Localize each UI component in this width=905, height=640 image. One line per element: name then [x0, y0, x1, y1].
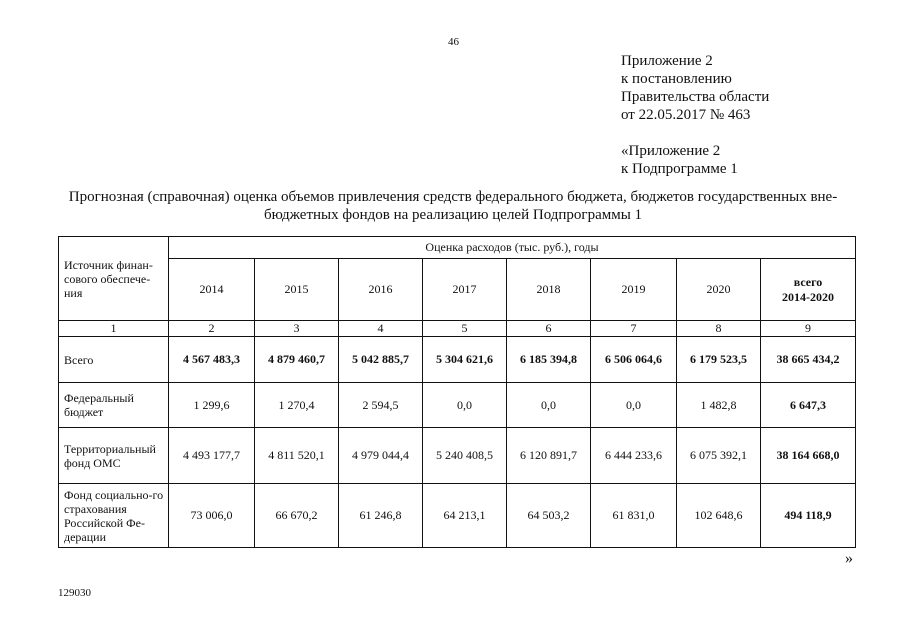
title-line: бюджетных фондов на реализацию целей Подпрограммы 1 [263, 207, 643, 223]
cell-value: 6 185 394,8 [507, 337, 591, 383]
appendix-line: от 22.05.2017 № 463 [621, 107, 751, 123]
cell-value: 61 831,0 [591, 484, 677, 548]
total-header-line: всего [793, 274, 823, 289]
cell-value: 102 648,6 [677, 484, 761, 548]
total-header [761, 259, 856, 321]
year-header: 2019 [591, 259, 677, 321]
year-header: 2017 [423, 259, 507, 321]
cell-value: 61 246,8 [339, 484, 423, 548]
cell-value: 4 979 044,4 [339, 428, 423, 484]
document-code: 129030 [58, 587, 91, 599]
appendix-line: Правительства области [621, 89, 770, 105]
cell-value: 64 213,1 [423, 484, 507, 548]
cell-value: 0,0 [423, 383, 507, 428]
row-source: Федеральный бюджет [59, 383, 169, 428]
title-line: Прогнозная (справочная) оценка объемов привлечения средств федерального бюджета, бюджетов государственных вне- [68, 189, 838, 205]
appendix-line: Приложение 2 [621, 53, 713, 69]
row-source: Всего [59, 337, 169, 383]
cell-value: 0,0 [507, 383, 591, 428]
column-index: 4 [339, 321, 423, 337]
appendix-block [621, 52, 769, 178]
column-index: 5 [423, 321, 507, 337]
closing-quote: » [845, 550, 853, 567]
row-source: Территориальный фонд ОМС [59, 428, 169, 484]
appendix-line: к постановлению [621, 71, 732, 87]
column-index: 7 [591, 321, 677, 337]
spacer [621, 124, 769, 142]
year-header: 2015 [255, 259, 339, 321]
column-index-row [59, 321, 856, 337]
cell-value: 6 506 064,6 [591, 337, 677, 383]
year-header: 2014 [169, 259, 255, 321]
cell-value: 6 075 392,1 [677, 428, 761, 484]
source-header: Источник финан-сового обеспече-ния [59, 237, 169, 321]
document-title [50, 188, 856, 224]
cell-value: 4 879 460,7 [255, 337, 339, 383]
table-row [59, 484, 856, 548]
cell-value: 5 304 621,6 [423, 337, 507, 383]
cell-value: 1 299,6 [169, 383, 255, 428]
row-total: 494 118,9 [761, 484, 856, 548]
year-header: 2018 [507, 259, 591, 321]
column-index: 9 [761, 321, 856, 337]
row-total: 6 647,3 [761, 383, 856, 428]
cell-value: 6 120 891,7 [507, 428, 591, 484]
cell-value: 73 006,0 [169, 484, 255, 548]
cell-value: 5 240 408,5 [423, 428, 507, 484]
cell-value: 2 594,5 [339, 383, 423, 428]
expenses-group-header: Оценка расходов (тыс. руб.), годы [169, 237, 856, 259]
column-index: 3 [255, 321, 339, 337]
table-row [59, 337, 856, 383]
cell-value: 5 042 885,7 [339, 337, 423, 383]
cell-value: 6 179 523,5 [677, 337, 761, 383]
row-source: Фонд социально-го страхования Российской Фе-дерации [59, 484, 169, 548]
page-number: 46 [448, 36, 459, 48]
cell-value: 0,0 [591, 383, 677, 428]
total-header-line: 2014-2020 [782, 289, 834, 304]
cell-value: 1 270,4 [255, 383, 339, 428]
table-row [59, 383, 856, 428]
year-header-row [59, 259, 856, 321]
year-header: 2016 [339, 259, 423, 321]
row-total: 38 164 668,0 [761, 428, 856, 484]
column-index: 2 [169, 321, 255, 337]
cell-value: 64 503,2 [507, 484, 591, 548]
appendix-sub-line: «Приложение 2 [621, 143, 721, 159]
row-total: 38 665 434,2 [761, 337, 856, 383]
cell-value: 4 493 177,7 [169, 428, 255, 484]
cell-value: 66 670,2 [255, 484, 339, 548]
cell-value: 4 811 520,1 [255, 428, 339, 484]
column-index: 1 [59, 321, 169, 337]
table-row [59, 428, 856, 484]
cell-value: 4 567 483,3 [169, 337, 255, 383]
cell-value: 1 482,8 [677, 383, 761, 428]
appendix-sub-line: к Подпрограмме 1 [621, 161, 738, 177]
column-index: 8 [677, 321, 761, 337]
cell-value: 6 444 233,6 [591, 428, 677, 484]
year-header: 2020 [677, 259, 761, 321]
budget-table [58, 236, 856, 548]
column-index: 6 [507, 321, 591, 337]
